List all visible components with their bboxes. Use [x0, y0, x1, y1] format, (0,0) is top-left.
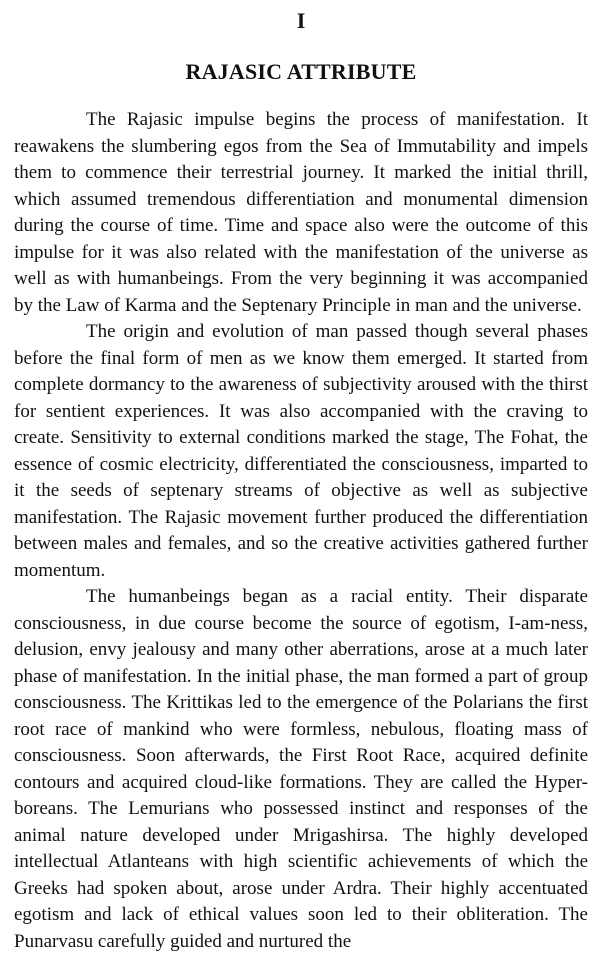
paragraph: The Rajasic impulse begins the process of manifestation. It reawakens the slumbering egos from the Sea of Immutability and impels them to commence their terrestrial journey. It marked the initial thrill, which assumed tremendous differentiation and monumental dimension during the course of time. Time and space also were the outcome of this impulse for it was also related with the manifestation of the universe as well as with humanbeings. From the very beginning it was accompanied by the Law of Karma and the Septenary Principle in man and the universe.: [14, 109, 588, 316]
paragraph: The origin and evolution of man passed though several phases before the final form of men as we know them emerged. It started from complete dormancy to the awareness of subjectivity aroused with the thirst for sentient experiences. It was also accompanied with the craving to create. Sensitivity to external conditions marked the stage, The Fohat, the essence of cosmic electricity, differentiated the consciousness, imparted to it the seeds of septenary streams of objective as well as subjective manifestation. The Rajasic movement further produced the differentiation between males and females, and so the creative activities gathered further momentum.: [14, 321, 588, 581]
chapter-body: [14, 107, 588, 955]
chapter-title: RAJASIC ATTRIBUTE: [185, 59, 417, 84]
paragraph: The humanbeings began as a racial entity. Their disparate consciousness, in due course become the source of egotism, I-am-ness, delusion, envy jealousy and many other aberrations, arose at a much later phase of manifestation. In the initial phase, the man formed a part of group consciousness. The Krittikas led to the emergence of the Polarians the first root race of mankind who were formless, nebulous, floating mass of consciousness. Soon afterwards, the First Root Race, acquired definite contours and acquired cloud-like formations. They are called the Hyper-boreans. The Lemurians who possessed instinct and responses of the animal nature developed under Mrigashirsa. The highly developed intellectual Atlanteans with high scientific achievements of which the Greeks had spoken about, arose under Ardra. Their highly accentuated egotism and lack of ethical values soon led to their obliteration. The Punarvasu carefully guided and nurtured the: [14, 586, 588, 952]
chapter-number: I: [296, 8, 306, 33]
